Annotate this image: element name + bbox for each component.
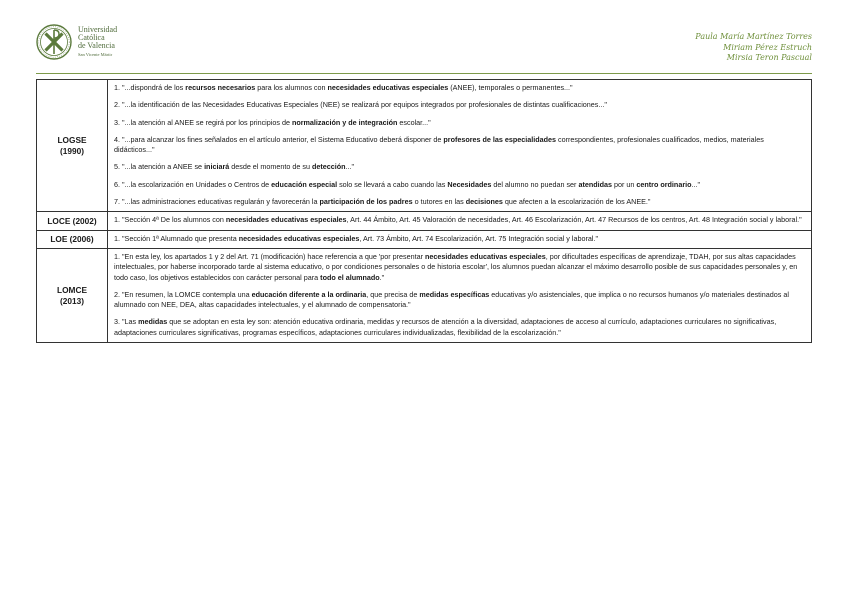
page-header xyxy=(0,0,848,72)
law-name-line: LOCE (2002) xyxy=(47,215,97,226)
quote-paragraph xyxy=(114,317,805,338)
bold-text: educación especial xyxy=(271,179,338,189)
university-subtitle: San Vicente Mártir xyxy=(78,52,113,57)
bold-text: normalización y de integración xyxy=(291,117,398,127)
university-name-line: Católica xyxy=(78,33,105,42)
quote-paragraph xyxy=(114,252,805,283)
author-name: Paula María Martínez Torres xyxy=(695,32,812,41)
text-segment: 7. "...las administraciones educativas regularán y favorecerán la xyxy=(114,197,320,207)
university-name xyxy=(78,26,117,59)
quote-paragraph xyxy=(114,197,805,207)
law-name-cell xyxy=(37,248,108,342)
bold-text: necesidades educativas especiales xyxy=(425,251,546,261)
text-segment: que se adoptan en esta ley son: atención educativa ordinaria, medidas y recursos de atención a la diversidad, adaptaciones de acceso al currículo, adaptaciones curriculares no significativas, adaptaciones curriculares significativas, programas específicos, adaptaciones curriculares individualizadas, flexibilidad de la escolarización." xyxy=(114,317,777,337)
quote-paragraph xyxy=(114,100,805,110)
quote-paragraph xyxy=(114,135,805,156)
header-divider xyxy=(36,73,812,74)
text-segment: ." xyxy=(379,272,385,282)
text-segment: ..." xyxy=(345,162,355,172)
law-name-line: LOGSE xyxy=(57,134,87,145)
text-segment: solo se llevará a cabo cuando las xyxy=(337,179,448,189)
text-segment: , Art. 73 Ámbito, Art. 74 Escolarización, Art. 75 Integración social y laboral." xyxy=(359,233,599,243)
quote-paragraph xyxy=(114,118,805,128)
text-segment: , por dificultades específicas de aprendizaje, TDAH, por sus altas capacidades intelectuales, por haberse incorporado tarde al sistema educativo, o por condiciones personales o de historia escolar', los alumnos puedan alcanzar el máximo desarrollo posible de sus capacidades personales y, en todo caso, los objetivos establecidos con carácter personal para xyxy=(114,251,798,282)
text-segment: , que precisa de xyxy=(366,289,420,299)
text-segment: que afecten a la escolarización de los ANEE." xyxy=(502,197,651,207)
text-segment: del alumno no puedan ser xyxy=(491,179,579,189)
text-segment: 6. "...la escolarización en Unidades o Centros de xyxy=(114,179,272,189)
law-name-cell xyxy=(37,212,108,230)
table-row xyxy=(37,248,812,342)
bold-text: necesidades educativas especiales xyxy=(225,215,347,225)
bold-text: medidas xyxy=(138,317,168,327)
bold-text: necesidades educativas especiales xyxy=(327,83,449,92)
text-segment: 1. "...dispondrá de los xyxy=(114,83,186,92)
text-segment: correspondientes, profesionales cualificados, medios, materiales didácticos..." xyxy=(114,134,764,155)
bold-text: centro ordinario xyxy=(636,179,692,189)
bold-text: necesidades educativas especiales xyxy=(238,233,360,243)
law-content-cell xyxy=(108,212,812,230)
bold-text: Necesidades xyxy=(447,179,492,189)
text-segment: 1. "Sección 4ª De los alumnos con xyxy=(114,215,226,225)
law-content-cell xyxy=(108,80,812,212)
university-name-line: de Valencia xyxy=(78,41,115,50)
bold-text: decisiones xyxy=(465,197,503,207)
quote-paragraph xyxy=(114,215,805,225)
quote-paragraph xyxy=(114,162,805,172)
laws-table xyxy=(36,79,812,343)
law-name-cell xyxy=(37,230,108,248)
text-segment: 2. "...la identificación de las Necesidades Educativas Especiales (NEE) se realizará por equipos integrados por profesionales de distintas cualificaciones..." xyxy=(114,100,607,110)
law-name-line: LOE (2006) xyxy=(50,233,94,244)
bold-text: iniciará xyxy=(204,162,230,172)
law-name-line: (1990) xyxy=(60,145,84,156)
bold-text: todo el alumnado xyxy=(320,272,380,282)
text-segment: 3. "...la atención al ANEE se regirá por los principios de xyxy=(114,117,292,127)
law-name-cell xyxy=(37,80,108,212)
text-segment: escolar..." xyxy=(397,117,431,127)
law-content-cell xyxy=(108,248,812,342)
text-segment: 2. "En resumen, la LOMCE contempla una xyxy=(114,289,252,299)
quote-paragraph xyxy=(114,180,805,190)
text-segment: para los alumnos con xyxy=(255,83,328,92)
law-name-line: LOMCE xyxy=(57,284,87,295)
bold-text: participación de los padres xyxy=(319,197,413,207)
author-name: Miriam Pérez Estruch xyxy=(723,42,812,52)
text-segment: desde el momento de su xyxy=(229,162,312,172)
text-segment: 4. "...para alcanzar los fines señalados en el artículo anterior, el Sistema Educativo deberá disponer de xyxy=(114,134,444,144)
text-segment: o tutores en las xyxy=(412,197,466,207)
text-segment: por un xyxy=(612,179,637,189)
bold-text: profesores de las especialidades xyxy=(443,134,557,144)
bold-text: recursos necesarios xyxy=(185,83,256,92)
table-row xyxy=(37,80,812,212)
university-logo-icon xyxy=(36,24,72,60)
author-name: Mirsia Teron Pascual xyxy=(726,53,812,62)
bold-text: medidas específicas xyxy=(419,289,490,299)
law-name-line: (2013) xyxy=(60,295,84,306)
text-segment: educativas y/o asistenciales, que implica o no recursos humanos y/o materiales destinados al alumnado con NEE, DEA, altas capacidades intelectuales, y el alumnado de compensatoria." xyxy=(114,289,789,310)
quote-paragraph xyxy=(114,290,805,311)
quote-paragraph xyxy=(114,234,805,244)
text-segment: 5. "...la atención a ANEE se xyxy=(114,162,205,172)
bold-text: detección xyxy=(311,162,346,172)
text-segment: 1. "En esta ley, los apartados 1 y 2 del Art. 71 (modificación) hace referencia a que 'por presentar xyxy=(114,251,426,261)
quote-paragraph xyxy=(114,83,805,93)
bold-text: atendidas xyxy=(578,179,613,189)
text-segment: 3. "Las xyxy=(114,317,139,327)
text-segment: 1. "Sección 1ª Alumnado que presenta xyxy=(114,233,239,243)
authors-block xyxy=(695,32,812,64)
text-segment: , Art. 44 Ámbito, Art. 45 Valoración de necesidades, Art. 46 Escolarización, Art. 47 Recursos de los centros, Art. 48 Integración social y laboral." xyxy=(346,215,802,225)
law-content-cell xyxy=(108,230,812,248)
text-segment: (ANEE), temporales o permanentes..." xyxy=(448,83,573,92)
text-segment: ..." xyxy=(691,179,701,189)
table-row xyxy=(37,230,812,248)
bold-text: educación diferente a la ordinaria xyxy=(251,289,367,299)
table-row xyxy=(37,212,812,230)
university-name-line: Universidad xyxy=(78,25,118,34)
